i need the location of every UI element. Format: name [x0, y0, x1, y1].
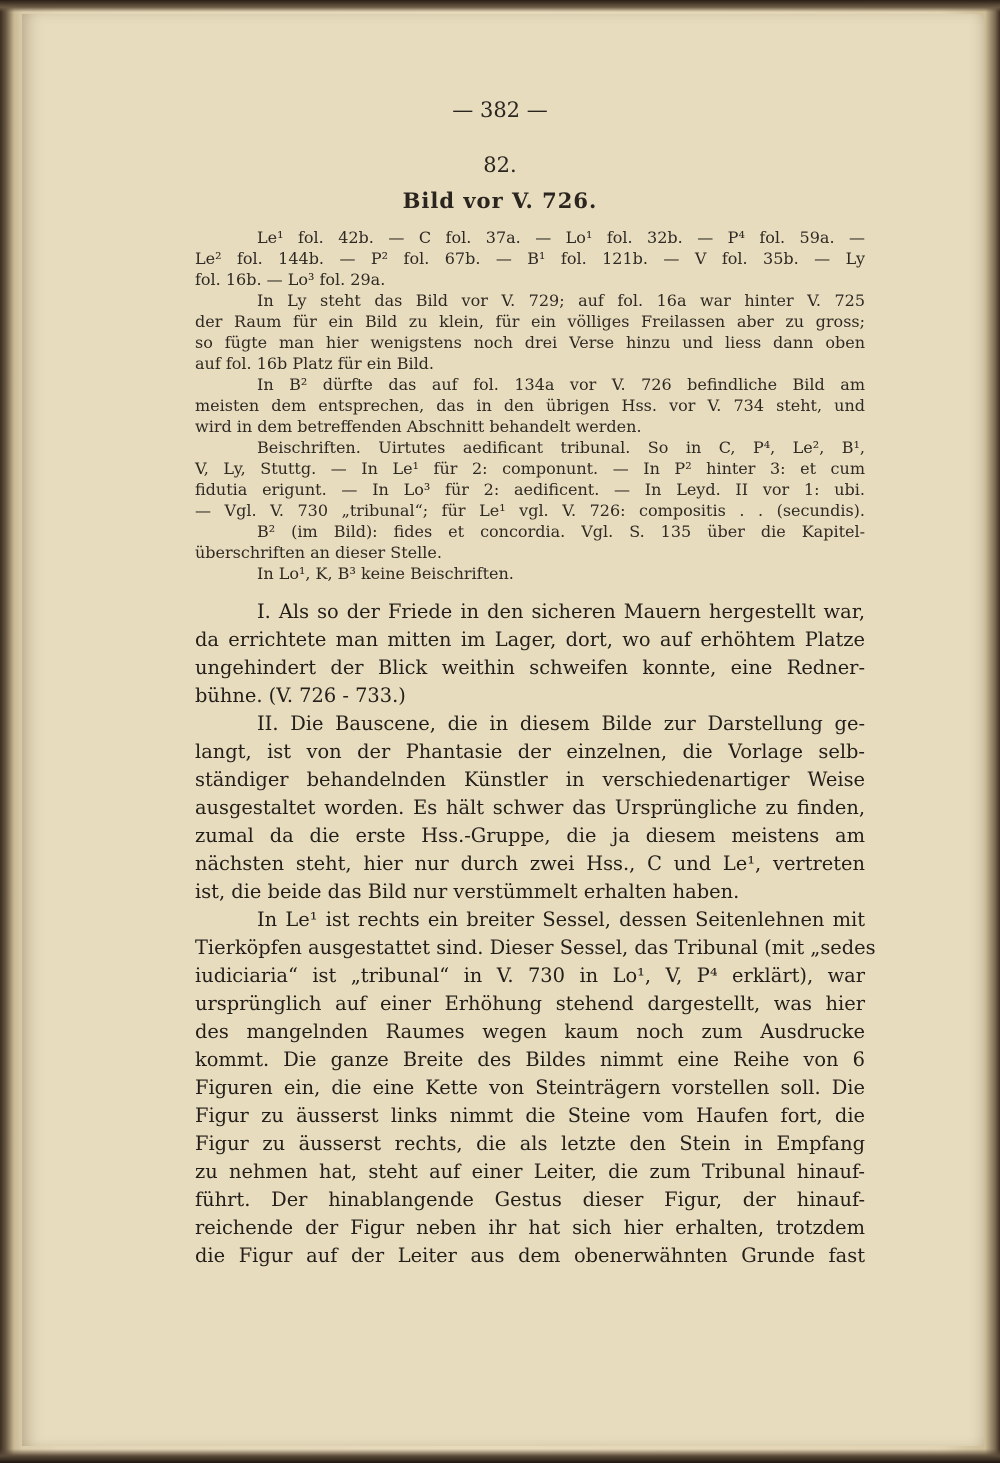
- body-line: Figur zu äusserst rechts, die als letzte den Stein in Empfang: [195, 1132, 865, 1155]
- note-line: — Vgl. V. 730 „tribunal“; für Le¹ vgl. V. 726: compositis . . (secundis).: [195, 501, 865, 520]
- page-bottom-edge: [0, 1449, 1000, 1463]
- body-line: die Figur auf der Leiter aus dem obenerwähnten Grunde fast: [195, 1244, 865, 1267]
- body-line: zumal da die erste Hss.-Gruppe, die ja diesem meistens am: [195, 824, 865, 847]
- body-line: ist, die beide das Bild nur verstümmelt erhalten haben.: [195, 880, 740, 903]
- note-line: fidutia erigunt. — In Lo³ für 2: aedificent. — In Leyd. II vor 1: ubi.: [195, 480, 865, 499]
- body-line: zu nehmen hat, steht auf einer Leiter, die zum Tribunal hinauf-: [195, 1160, 865, 1183]
- page-number: — 382 —: [452, 98, 548, 122]
- body-line: Figur zu äusserst links nimmt die Steine vom Haufen fort, die: [195, 1104, 865, 1127]
- note-line: V, Ly, Stuttg. — In Le¹ für 2: componunt. — In P² hinter 3: et cum: [195, 459, 865, 478]
- body-line: ungehindert der Blick weithin schweifen konnte, eine Redner-: [195, 656, 865, 679]
- note-line: Le¹ fol. 42b. — C fol. 37a. — Lo¹ fol. 32b. — P⁴ fol. 59a. —: [257, 228, 865, 247]
- body-line: kommt. Die ganze Breite des Bildes nimmt eine Reihe von 6: [195, 1048, 865, 1071]
- body-line: ständiger behandelnden Künstler in verschiedenartiger Weise: [195, 768, 865, 791]
- body-line: Tierköpfen ausgestattet sind. Dieser Sessel, das Tribunal (mit „sedes: [195, 936, 876, 959]
- note-line: In B² dürfte das auf fol. 134a vor V. 726 befindliche Bild am: [257, 375, 865, 394]
- note-line: fol. 16b. — Lo³ fol. 29a.: [195, 270, 386, 289]
- body-line: führt. Der hinablangende Gestus dieser Figur, der hinauf-: [195, 1188, 865, 1211]
- note-line: B² (im Bild): fides et concordia. Vgl. S. 135 über die Kapitel-: [257, 522, 865, 541]
- note-line: der Raum für ein Bild zu klein, für ein völliges Freilassen aber zu gross;: [195, 312, 865, 331]
- body-line: In Le¹ ist rechts ein breiter Sessel, dessen Seitenlehnen mit: [257, 908, 865, 931]
- note-line: In Lo¹, K, B³ keine Beischriften.: [257, 564, 514, 583]
- section-title: Bild vor V. 726.: [402, 188, 598, 213]
- section-number: 82.: [483, 153, 517, 177]
- note-line: überschriften an dieser Stelle.: [195, 543, 442, 562]
- body-line: ausgestaltet worden. Es hält schwer das Ursprüngliche zu finden,: [195, 796, 865, 819]
- body-line: I. Als so der Friede in den sicheren Mauern hergestellt war,: [257, 600, 865, 623]
- body-line: nächsten steht, hier nur durch zwei Hss., C und Le¹, vertreten: [195, 852, 865, 875]
- body-line: bühne. (V. 726 - 733.): [195, 684, 406, 707]
- page-top-edge: [0, 0, 1000, 12]
- body-line: ursprünglich auf einer Erhöhung stehend dargestellt, was hier: [195, 992, 865, 1015]
- note-line: meisten dem entsprechen, das in den übrigen Hss. vor V. 734 steht, und: [195, 396, 865, 415]
- body-line: iudiciaria“ ist „tribunal“ in V. 730 in Lo¹, V, P⁴ erklärt), war: [195, 964, 865, 987]
- note-line: wird in dem betreffenden Abschnitt behandelt werden.: [195, 417, 642, 436]
- note-line: Beischriften. Uirtutes aedificant tribunal. So in C, P⁴, Le², B¹,: [257, 438, 865, 457]
- body-line: reichende der Figur neben ihr hat sich hier erhalten, trotzdem: [195, 1216, 865, 1239]
- body-line: da errichtete man mitten im Lager, dort, wo auf erhöhtem Platze: [195, 628, 865, 651]
- note-line: auf fol. 16b Platz für ein Bild.: [195, 354, 435, 373]
- note-line: Le² fol. 144b. — P² fol. 67b. — B¹ fol. 121b. — V fol. 35b. — Ly: [195, 249, 865, 268]
- body-line: Figuren ein, die eine Kette von Steinträgern vorstellen soll. Die: [195, 1076, 865, 1099]
- note-line: In Ly steht das Bild vor V. 729; auf fol. 16a war hinter V. 725: [257, 291, 865, 310]
- body-line: langt, ist von der Phantasie der einzelnen, die Vorlage selb-: [195, 740, 865, 763]
- body-line: des mangelnden Raumes wegen kaum noch zum Ausdrucke: [195, 1020, 865, 1043]
- note-line: so fügte man hier wenigstens noch drei Verse hinzu und liess dann oben: [195, 333, 865, 352]
- body-line: II. Die Bauscene, die in diesem Bilde zur Darstellung ge-: [257, 712, 865, 735]
